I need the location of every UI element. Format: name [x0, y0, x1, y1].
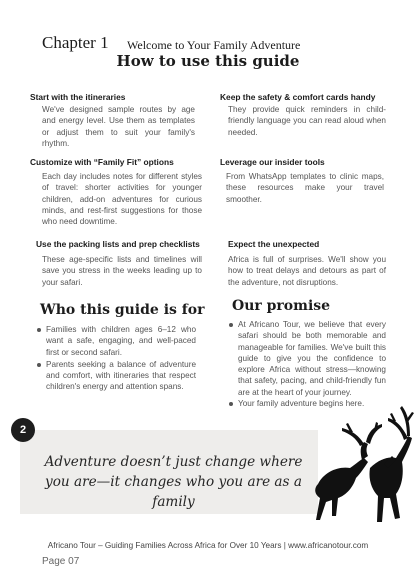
section-heading-packing: Use the packing lists and prep checklists — [36, 239, 200, 249]
list-item: Parents seeking a balance of adventure and comfort, with itineraries that respect children's energy and attention spans. — [36, 359, 196, 393]
section-body-itineraries: We've designed sample routes by age and energy level. Use them as templates or adjust them to suit your family's rhythm. — [42, 105, 195, 148]
promise-heading: Our promise — [232, 298, 331, 314]
section-heading-safety-cards: Keep the safety & comfort cards handy — [220, 92, 376, 102]
who-for-heading: Who this guide is for — [40, 302, 205, 318]
list-item: At Africano Tour, we believe that every safari should be both memorable and manageable for families. We've built this guide to give you the confidence to explore Africa without stress—knowing that safety, pacing, and child-friendly fun are at the heart of your journey. — [228, 319, 386, 398]
section-heading-insider-tools: Leverage our insider tools — [220, 157, 325, 167]
section-heading-unexpected: Expect the unexpected — [228, 239, 320, 249]
who-for-list — [36, 324, 196, 393]
section-body-packing: These age-specific lists and timelines will save you stress in the weeks leading up to your safari. — [42, 255, 202, 287]
page-badge: 2 — [11, 418, 35, 442]
footer-text: Africano Tour – Guiding Families Across Africa for Over 10 Years | www.africanotour.com — [47, 541, 369, 550]
promise-list — [228, 319, 386, 409]
section-heading-family-fit: Customize with “Family Fit” options — [30, 157, 174, 167]
chapter-label: Chapter 1 — [42, 33, 109, 52]
section-body-insider-tools: From WhatsApp templates to clinic maps, these resources make your travel smoother. — [226, 172, 384, 204]
antelope-silhouette-icon — [298, 398, 416, 536]
section-body-safety-cards: They provide quick reminders in child-friendly language you can read aloud when needed. — [228, 105, 386, 137]
section-heading-itineraries: Start with the itineraries — [30, 92, 126, 102]
list-item: Your family adventure begins here. — [228, 398, 386, 409]
chapter-subtitle: Welcome to Your Family Adventure — [127, 38, 301, 52]
list-item: Families with children ages 6–12 who want a safe, engaging, and well-paced first or second safari. — [36, 324, 196, 358]
page-title: How to use this guide — [116, 52, 300, 70]
pull-quote: Adventure doesn’t just change where you are—it changes who you are as a family — [44, 454, 303, 510]
section-body-unexpected: Africa is full of surprises. We'll show you how to treat delays and detours as part of the adventure, not disruptions. — [228, 255, 386, 287]
page-number: Page 07 — [42, 556, 80, 567]
section-body-family-fit: Each day includes notes for different styles of travel: shorter activities for younger children, add-on adventures for curious minds, and rest-first suggestions for those who need downtime. — [42, 172, 202, 227]
